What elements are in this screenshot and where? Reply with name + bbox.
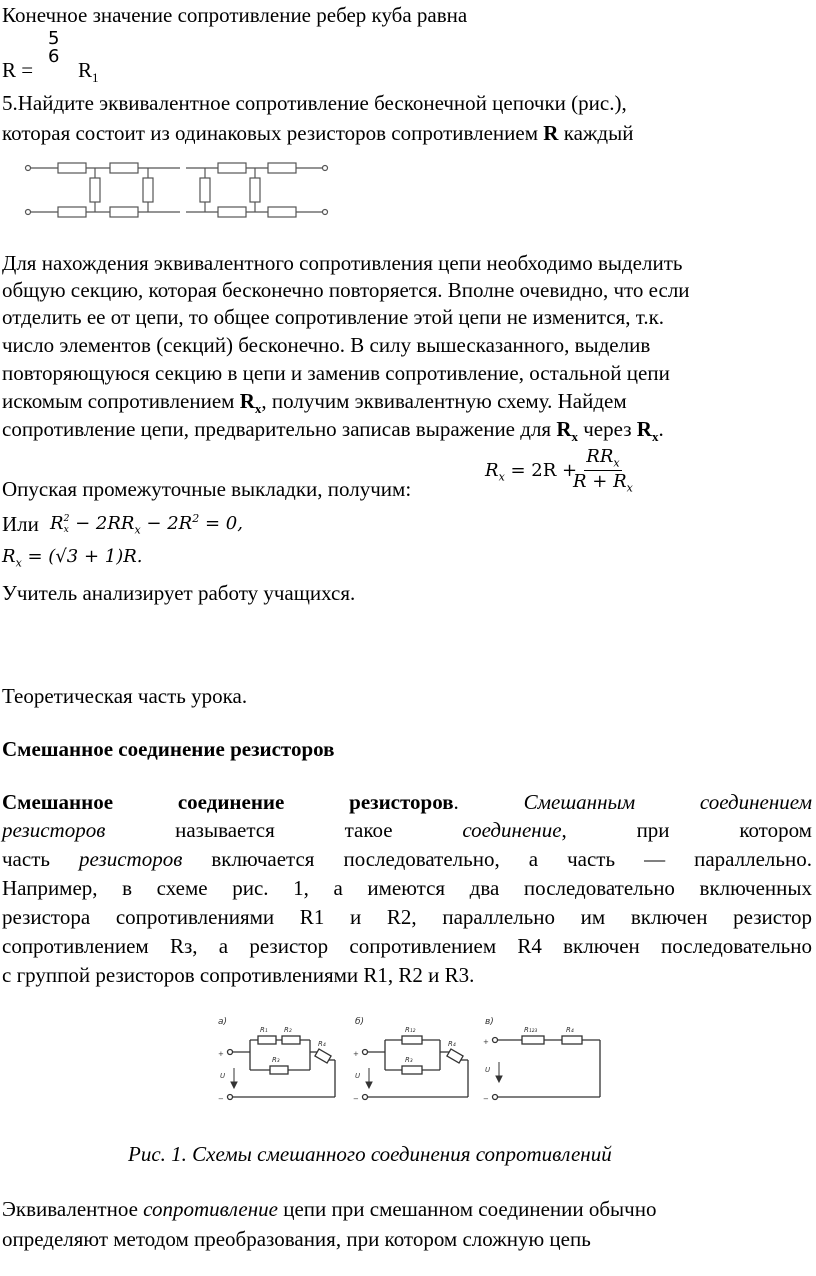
figure-caption: Рис. 1. Схемы смешанного соединения сопротивлений	[128, 1142, 612, 1166]
resistor	[58, 207, 86, 217]
text-line: Опуская промежуточные выкладки, получим:	[2, 477, 412, 501]
text-line: резистора сопротивлениями R1 и R2, параллельно им включен резистор	[2, 905, 812, 929]
minus-sign: −	[353, 1095, 359, 1103]
text-line: отделить ее от цепи, то общее сопротивление этой цепи не изменится, т.к.	[2, 305, 665, 329]
voltage-label: U	[485, 1066, 491, 1074]
formula-r-rhs: $R_1$	[78, 58, 99, 86]
resistor-r2	[282, 1036, 300, 1044]
figure-label-c: в)	[485, 1017, 494, 1027]
plus-sign: +	[218, 1050, 224, 1058]
text-line: повторяющуюся секцию в цепи и заменив сопротивление, остальной цепи	[2, 361, 670, 385]
resistor-r3	[270, 1066, 288, 1074]
voltage-label: U	[220, 1072, 226, 1080]
mixed-connection-figure	[210, 1010, 610, 1110]
figure-label-b: б)	[355, 1017, 365, 1027]
resistor	[58, 163, 86, 173]
resistor-r12	[402, 1036, 422, 1044]
resistor	[90, 178, 100, 202]
resistor-r4	[447, 1049, 463, 1063]
plus-sign: +	[483, 1038, 489, 1046]
section-heading: Смешанное соединение резисторов	[2, 737, 335, 761]
label-r4: R₄	[448, 1040, 456, 1048]
minus-sign: −	[218, 1095, 224, 1103]
text-line: общую секцию, которая бесконечно повторяется. Вполне очевидно, что если	[2, 278, 690, 302]
text-line: искомым сопротивлением $R_x$, получим эквивалентную схему. Найдем	[2, 389, 627, 417]
text-line: число элементов (секций) бесконечно. В силу вышесказанного, выделив	[2, 333, 651, 357]
terminal	[323, 166, 328, 171]
text-line: Учитель анализирует работу учащихся.	[2, 581, 356, 605]
resistor-r4	[315, 1049, 331, 1063]
resistor	[200, 178, 210, 202]
resistor	[143, 178, 153, 202]
resistor	[218, 207, 246, 217]
text-line: Для нахождения эквивалентного сопротивления цепи необходимо выделить	[2, 251, 683, 275]
resistor-r123	[522, 1036, 544, 1044]
text-line: Конечное значение сопротивление ребер куба равна	[2, 3, 468, 27]
resistor-r1	[258, 1036, 276, 1044]
equation-result: $R_x = (√3 + 1)R$.	[2, 546, 143, 570]
text-line: резисторов называется такое соединение, при котором	[2, 818, 812, 842]
figure-label-a: а)	[218, 1017, 228, 1027]
text-line: Теоретическая часть урока.	[2, 684, 248, 708]
label-r4: R₄	[566, 1026, 574, 1034]
text-line: Например, в схеме рис. 1, а имеются два последовательно включенных	[2, 876, 812, 900]
equation-fraction: $RR_x$ $R + R_x$	[573, 446, 633, 495]
infinite-chain-circuit	[0, 150, 360, 230]
text-line: часть резисторов включается последовательно, а часть — параллельно.	[2, 847, 812, 871]
label-r12: R₁₂	[405, 1026, 416, 1034]
equation-quadratic: R 2 x − $2RR_x - 2R^2 = 0$,	[50, 512, 243, 537]
plus-sign: +	[353, 1050, 359, 1058]
minus-sign: −	[483, 1095, 489, 1103]
resistor-r3	[402, 1066, 422, 1074]
resistor	[250, 178, 260, 202]
label-r4: R₄	[318, 1040, 326, 1048]
terminal	[26, 210, 31, 215]
resistor	[268, 207, 296, 217]
task-line: 5.Найдите эквивалентное сопротивление бесконечной цепочки (рис.),	[2, 91, 627, 115]
label-r1: R₁	[260, 1026, 268, 1034]
formula-r-fraction	[48, 30, 59, 66]
resistor	[268, 163, 296, 173]
text-line: Или	[2, 512, 39, 536]
fraction-numerator: 5	[48, 28, 60, 49]
terminal	[26, 166, 31, 171]
fraction-denominator: 6	[48, 46, 60, 67]
text-line: с группой резисторов сопротивлениями R1, R2 и R3.	[2, 963, 475, 987]
resistor	[110, 163, 138, 173]
voltage-label: U	[355, 1072, 361, 1080]
text-line: Эквивалентное сопротивление цепи при смешанном соединении обычно	[2, 1197, 657, 1221]
formula-r-lhs: R =	[2, 58, 34, 82]
text-line: сопротивлением Rз, а резистор сопротивлением R4 включен последовательно	[2, 934, 812, 958]
label-r3: R₃	[405, 1056, 413, 1064]
resistor	[110, 207, 138, 217]
text-line: сопротивление цепи, предварительно записав выражение для $R_x$ через $R_x$.	[2, 417, 664, 445]
resistor	[218, 163, 246, 173]
label-r2: R₂	[284, 1026, 292, 1034]
label-r3: R₃	[272, 1056, 280, 1064]
resistor-r4	[562, 1036, 582, 1044]
label-r123: R₁₂₃	[524, 1026, 538, 1034]
terminal	[323, 210, 328, 215]
task-line: которая состоит из одинаковых резисторов сопротивлением R каждый	[2, 121, 634, 145]
text-line: Смешанное соединение резисторов. Смешанным соединением	[2, 790, 812, 814]
text-line: определяют методом преобразования, при котором сложную цепь	[2, 1227, 591, 1251]
